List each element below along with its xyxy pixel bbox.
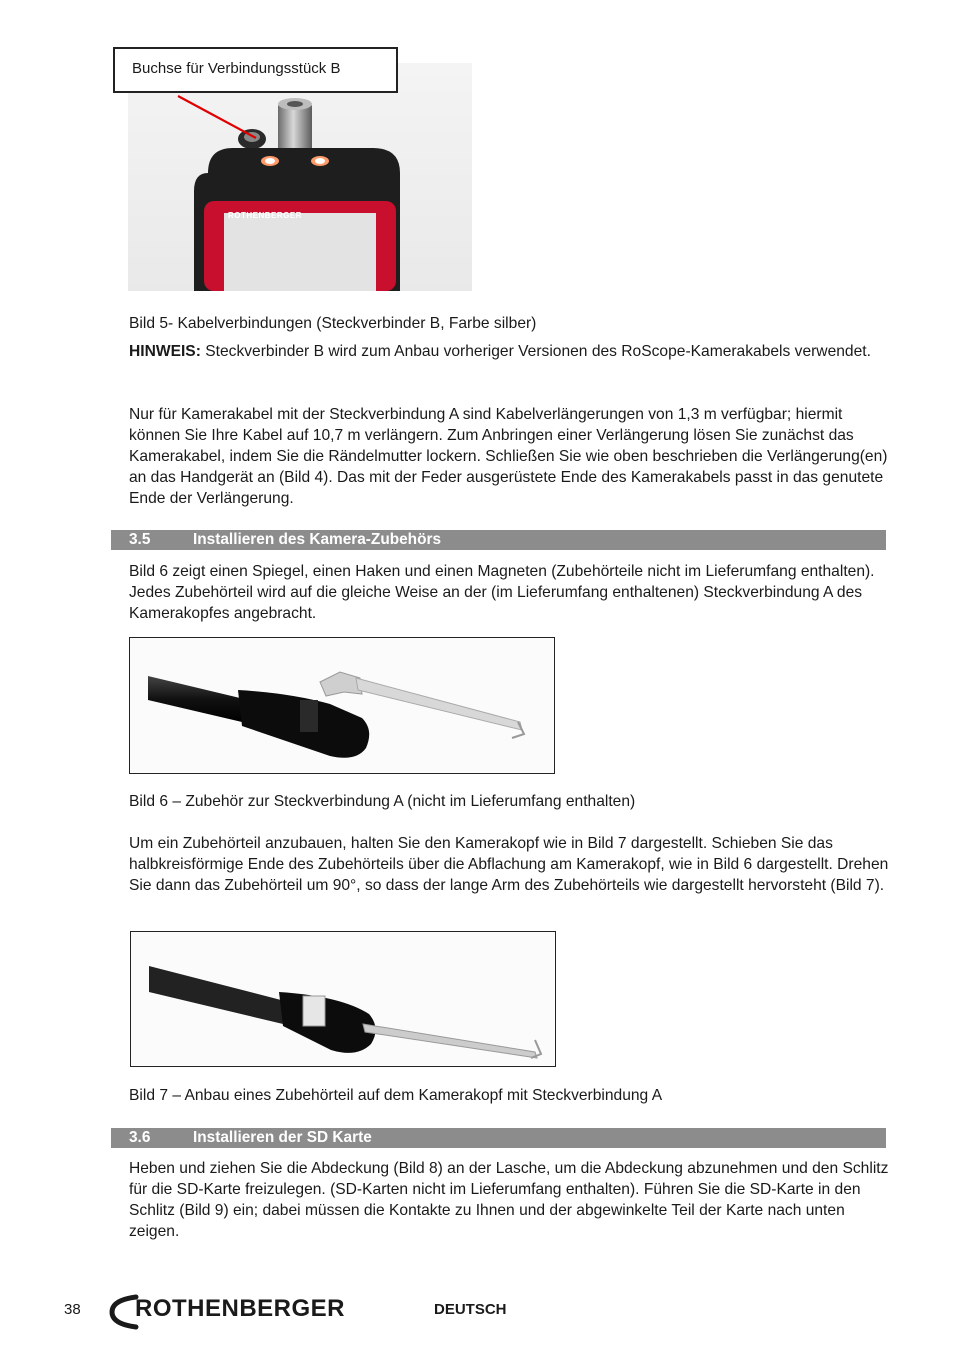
section-title: Installieren des Kamera-Zubehörs [193,531,442,548]
callout-label: Buchse für Verbindungsstück B [113,47,398,93]
section-heading-3-6 [111,1128,886,1148]
footer-brand-logo: ROTHENBERGER [135,1295,346,1322]
note-label: HINWEIS: [129,343,201,360]
figure-6-caption: Bild 6 – Zubehör zur Steckverbindung A (nicht im Lieferumfang enthalten) [129,793,636,810]
figure-6-frame [129,637,555,774]
note-text: Steckverbinder B wird zum Anbau vorheriger Versionen des RoScope-Kamerakabels verwendet. [200,343,871,360]
figure-7-frame [130,931,556,1067]
paragraph-accessories: Bild 6 zeigt einen Spiegel, einen Haken und einen Magneten (Zubehörteile nicht im Lieferumfang enthalten). Jedes Zubehörteil wird auf die gleiche Weise an der (im Lieferumfang enthaltenen) Steckverbindung A des Kamerakopfes angebracht. [129,563,875,622]
paragraph-extension: Nur für Kamerakabel mit der Steckverbindung A sind Kabelverlängerungen von 1,3 m verfügbar; hiermit können Sie Ihre Kabel auf 10,7 m verlängern. Zum Anbringen einer Verlängerung lösen Sie zunächst das Kamerakabel, indem Sie die Rändelmutter lockern. Schließen Sie wie oben beschrieben die Verlängerung(en) an das Handgerät an (Bild 4). Das mit der Feder ausgerüstete Ende des Kamerakabels passt in das genutete Ende der Verlängerung. [129,406,888,507]
paragraph-mount: Um ein Zubehörteil anzubauen, halten Sie den Kamerakopf wie in Bild 7 dargestellt. Schieben Sie das halbkreisförmige Ende des Zubehörteils über die Abflachung am Kamerakopf, wie in Bild 6 dargestellt. Drehen Sie dann das Zubehörteil um 90°, so dass der lange Arm des Zubehörteils wie dargestellt hervorsteht (Bild 7). [129,835,889,894]
figure-5-caption: Bild 5- Kabelverbindungen (Steckverbinder B, Farbe silber) [129,315,537,332]
callout-pointer-line [170,90,270,150]
section-number: 3.6 [129,1129,151,1146]
section-heading-3-5 [111,530,886,550]
device-brand-label: ROTHENBERGER [228,211,303,220]
figure-7-photo [131,932,554,1065]
figure-6-photo [130,638,553,772]
footer-language: DEUTSCH [434,1301,507,1318]
paragraph-sd-card: Heben und ziehen Sie die Abdeckung (Bild 8) an der Lasche, um die Abdeckung abzunehmen und den Schlitz für die SD-Karte freizulegen. (SD-Karten nicht im Lieferumfang enthalten). Führen Sie die SD-Karte in den Schlitz (Bild 9) ein; dabei müssen die Kontakte zu Ihnen und der abgewinkelte Teil der Karte nach unten zeigen. [129,1160,889,1240]
section-title: Installieren der SD Karte [193,1129,372,1146]
section-number: 3.5 [129,531,151,548]
page-number: 38 [64,1301,81,1318]
note-paragraph [129,341,889,362]
figure-7-caption: Bild 7 – Anbau eines Zubehörteil auf dem Kamerakopf mit Steckverbindung A [129,1087,663,1104]
